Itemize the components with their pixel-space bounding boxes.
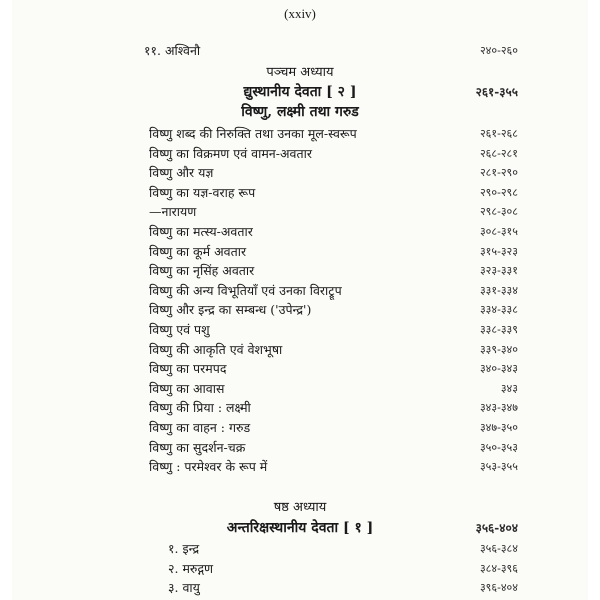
entry-pages: ३८४-३९६ [479, 561, 518, 575]
toc-entry [12, 579, 588, 599]
chapter-title-6: षष्ठ अध्याय [273, 500, 327, 515]
entry-label: विष्णु का मत्स्य-अवतार [149, 224, 253, 239]
entry-label: विष्णु : परमेश्वर के रूप में [149, 459, 268, 475]
entry-label: विष्णु एवं पशु [149, 322, 210, 337]
entry-label: ११. अश्विनौ [144, 43, 201, 58]
chapter-heading-6 [12, 518, 588, 538]
entry-pages: ३४३-३४७ [479, 401, 518, 415]
chapter-title-5: पञ्चम अध्याय [266, 65, 334, 80]
entry-pages: ३३९-३४० [479, 342, 518, 356]
toc-entry [12, 145, 588, 165]
toc-entry [12, 203, 588, 223]
entry-label: विष्णु का विक्रमण एवं वामन-अवतार [149, 145, 312, 161]
toc-entry [12, 243, 588, 263]
entry-pages: ३५६-३८४ [479, 542, 518, 555]
book-page [12, 0, 588, 600]
toc-entry [12, 223, 588, 243]
entry-pages: ३५०-३५३ [479, 440, 518, 454]
entry-pages: २९८-३०८ [479, 205, 518, 219]
entry-label: विष्णु का कूर्म अवतार [149, 243, 247, 259]
entry-pages: २८१-२९० [479, 166, 518, 180]
chapter-heading-pages: ३५६-४०४ [475, 521, 518, 535]
toc-entry [12, 301, 588, 321]
toc-entry [12, 419, 588, 439]
entry-pages: २४०-२६० [479, 44, 518, 57]
chapter-heading-text: अन्तरिक्षस्थानीय देवता [ १ ] [226, 520, 374, 536]
entry-label: विष्णु और इन्द्र का सम्बन्ध ('उपेन्द्र') [149, 302, 312, 318]
toc-entry [12, 458, 588, 478]
toc-entry [12, 321, 588, 341]
entry-label: विष्णु का आवास [149, 380, 225, 396]
toc-entry [12, 164, 588, 184]
entry-label: विष्णु की प्रिया : लक्ष्मी [149, 400, 251, 416]
entry-pages: ३९६-४०४ [479, 581, 518, 594]
entry-pages: २६१-२६८ [479, 127, 518, 140]
entry-pages: ३५३-३५५ [479, 460, 518, 474]
chapter-heading-text: द्युस्थानीय देवता [ २ ] [243, 84, 357, 100]
entry-pages: ३०८-३१५ [479, 225, 518, 238]
entry-label: १. इन्द्र [168, 541, 200, 556]
entry-pages: ३१५-३२३ [479, 244, 518, 258]
entry-label: विष्णु की अन्य विभूतियाँ एवं उनका विराट्रूप [149, 282, 342, 298]
entry-pages: ३३४-३३८ [479, 303, 518, 317]
entry-label: विष्णु का यज्ञ-वराह रूप [149, 184, 256, 200]
toc-entry [12, 540, 588, 560]
page-number: (xxiv) [284, 6, 316, 21]
toc-entry [12, 282, 588, 302]
entry-label: विष्णु और यज्ञ [149, 165, 214, 181]
toc-entry [12, 439, 588, 459]
entry-label: विष्णु शब्द की निरुक्ति तथा उनका मूल-स्वरूप [149, 126, 357, 141]
entry-label: विष्णु की आकृति एवं वेशभूषा [149, 341, 283, 357]
entry-pages: ३३१-३३४ [479, 283, 518, 297]
entry-pages: ३४०-३४३ [479, 362, 518, 376]
chapter-subheading-5: विष्णु, लक्ष्मी तथा गरुड [241, 104, 359, 120]
toc-entry [12, 380, 588, 400]
entry-label: विष्णु का सुदर्शन-चक्र [149, 439, 246, 455]
toc-entry [12, 399, 588, 419]
entry-pages: २६८-२८१ [479, 146, 518, 160]
entry-pages: ३२३-३३१ [479, 264, 518, 278]
entry-pages: ३४७-३५० [479, 421, 518, 434]
toc-entry [12, 262, 588, 282]
toc-entry [12, 360, 588, 380]
entry-label: ३. वायु [168, 580, 200, 595]
entry-pages: ३३८-३३९ [479, 323, 518, 336]
toc-entry [12, 184, 588, 204]
entry-pages: ३४३ [500, 381, 518, 395]
chapter-heading-5 [12, 82, 588, 102]
entry-label: २. मरुद्गण [168, 560, 214, 576]
entry-label: विष्णु का नृसिंह अवतार [149, 263, 255, 279]
entry-label: विष्णु का परमपद [149, 361, 227, 377]
toc-entry [12, 125, 588, 145]
entry-label: —नारायण [149, 204, 197, 220]
entry-label: विष्णु का वाहन : गरुड [149, 420, 251, 435]
entry-pages: २९०-२९८ [479, 185, 518, 199]
chapter-heading-pages: २६१-३५५ [475, 85, 518, 99]
toc-entry-ashvinau [12, 42, 588, 62]
toc-entry [12, 341, 588, 361]
toc-entry [12, 560, 588, 580]
